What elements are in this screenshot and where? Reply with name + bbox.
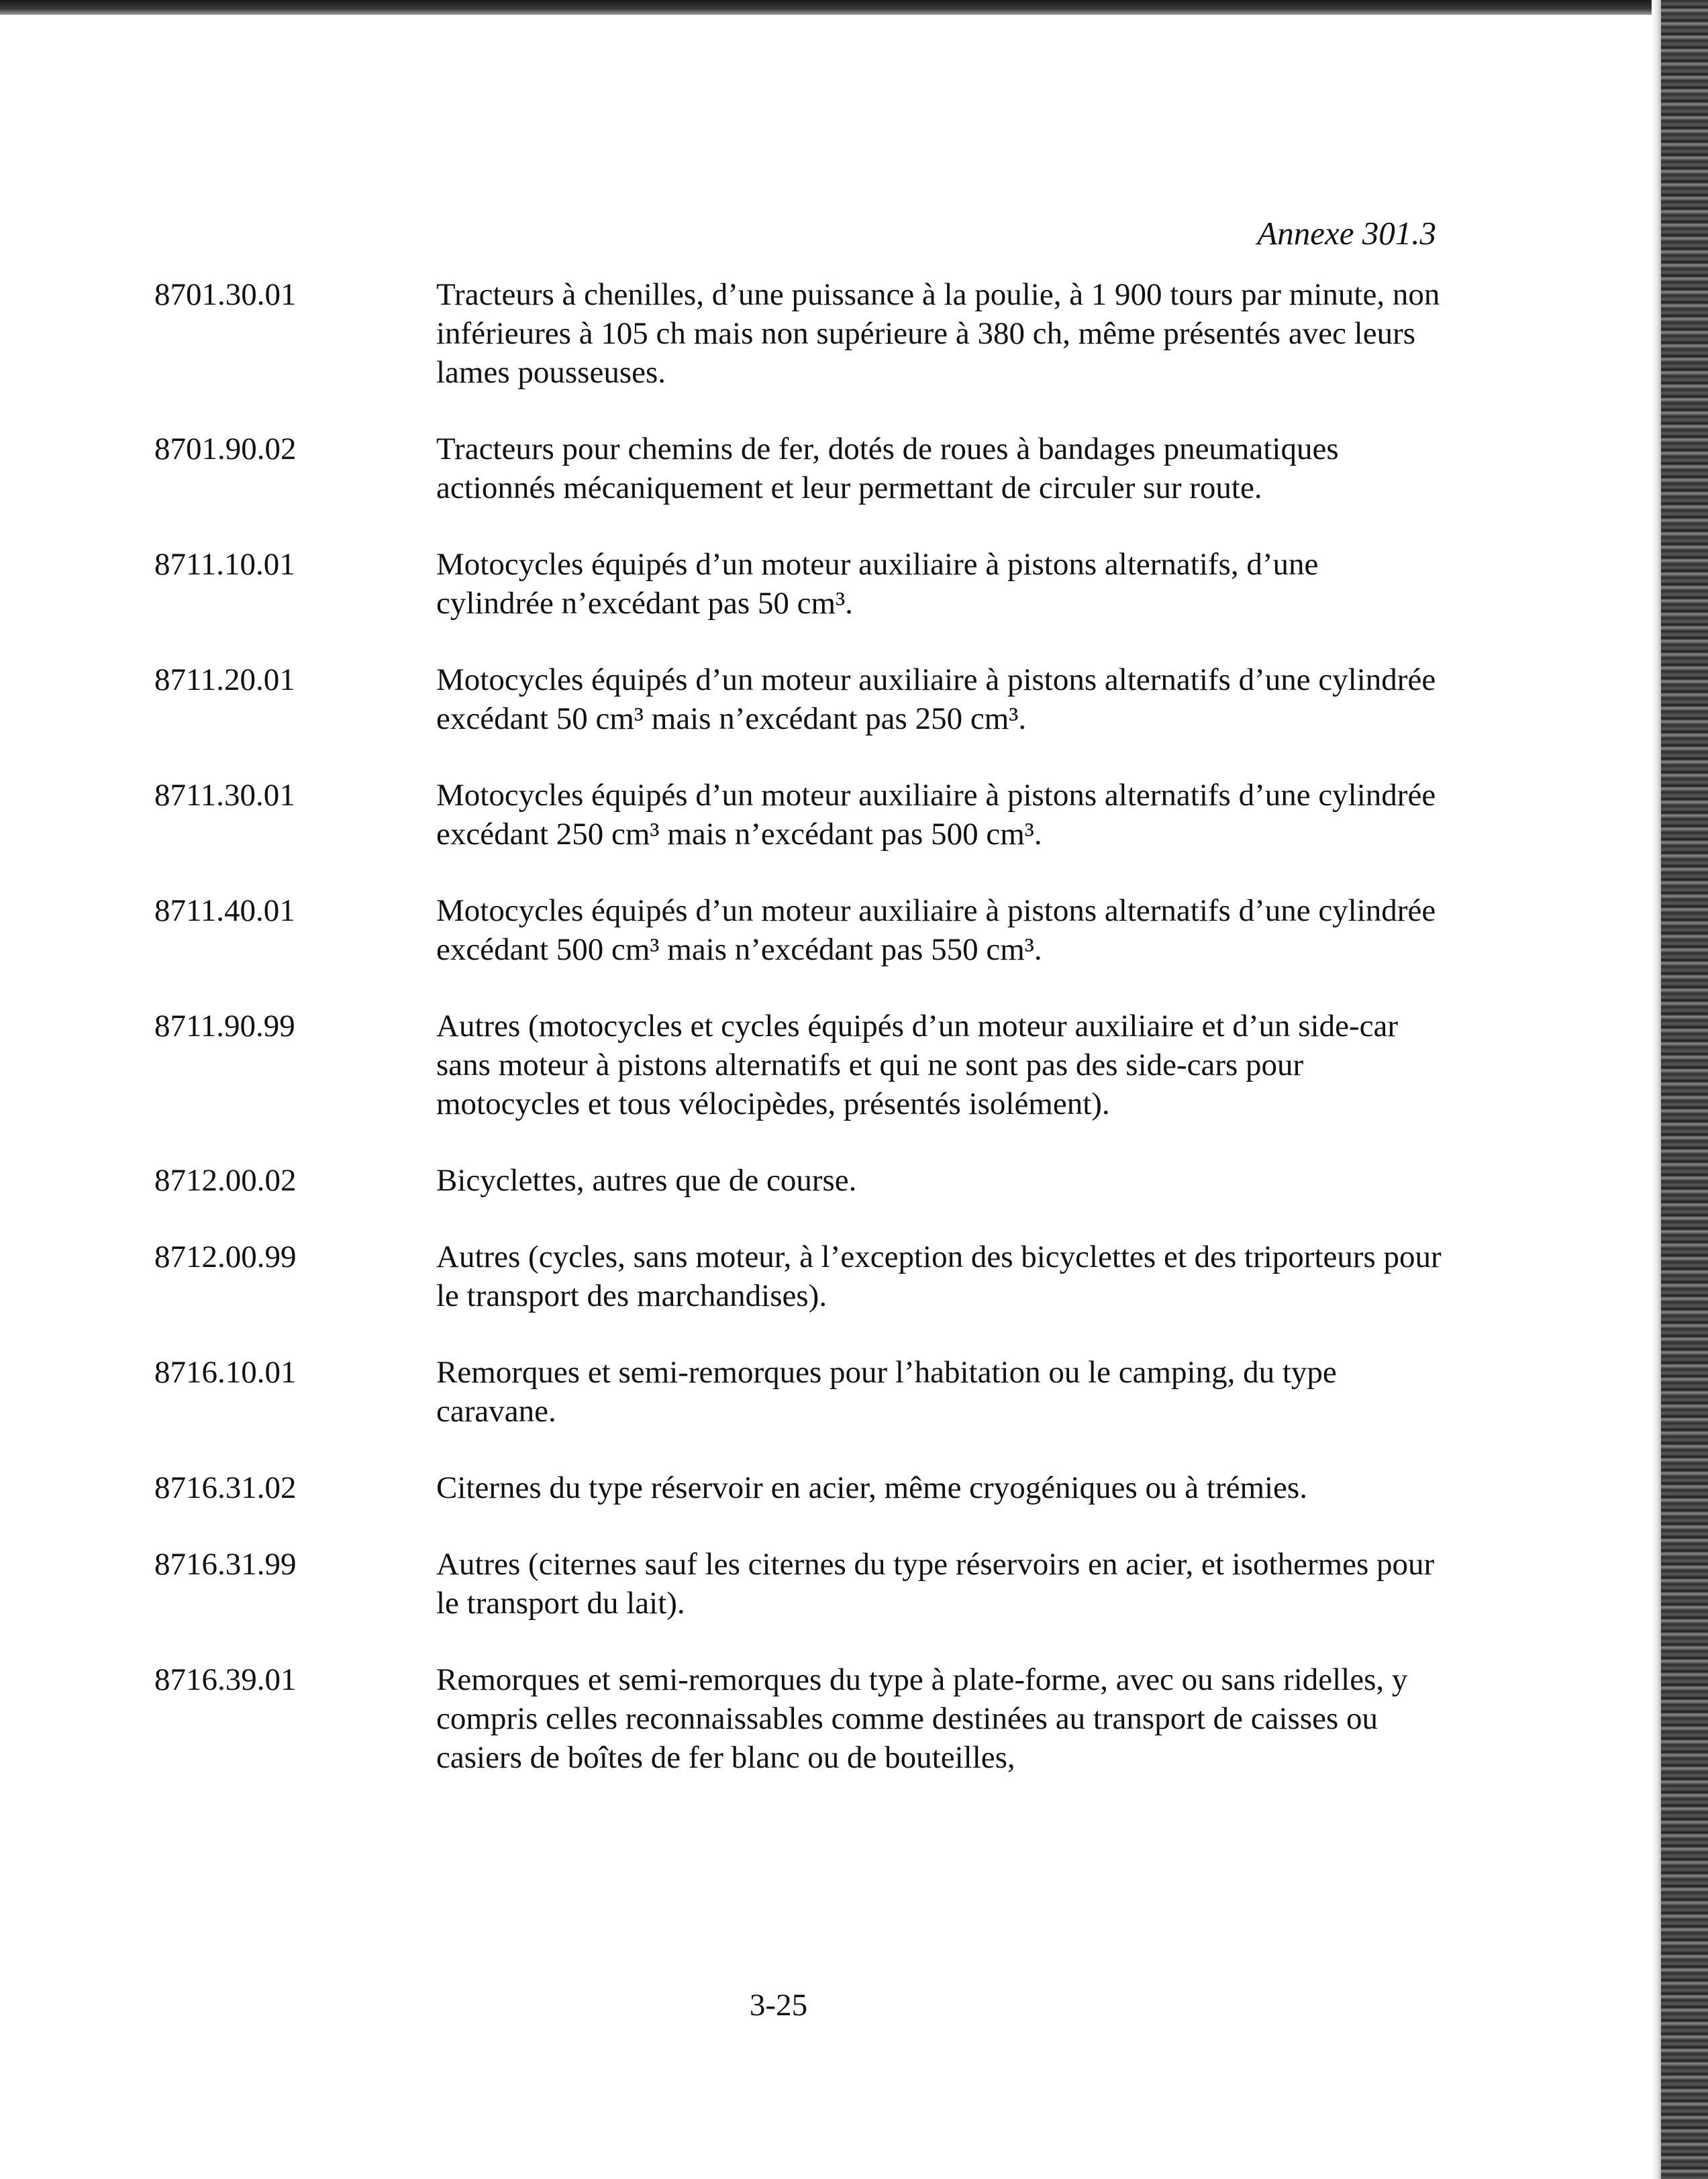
tariff-entry-list [154,275,1443,1815]
tariff-description: Remorques et semi-remorques pour l’habitation ou le camping, du type caravane. [436,1355,1337,1429]
tariff-description: Motocycles équipés d’un moteur auxiliaire à pistons alternatifs d’une cylindrée excédant 50 cm³ mais n’excédant pas 250 cm³. [436,662,1436,736]
tariff-description: Motocycles équipés d’un moteur auxiliaire à pistons alternatifs d’une cylindrée excédant 250 cm³ mais n’excédant pas 500 cm³. [436,778,1436,852]
tariff-code: 8711.10.01 [154,547,295,582]
tariff-code: 8701.30.01 [154,277,297,312]
tariff-description: Remorques et semi-remorques du type à plate-forme, avec ou sans ridelles, y compris celles reconnaissables comme destinées au transport de caisses ou casiers de boîtes de fer blanc ou de bouteilles, [436,1662,1408,1775]
tariff-entry [154,1237,1443,1315]
tariff-code: 8711.30.01 [154,778,295,813]
scan-top-border [0,0,1708,15]
tariff-description: Autres (citernes sauf les citernes du type réservoirs en acier, et isothermes pour le transport du lait). [436,1547,1435,1621]
tariff-entry [154,1468,1443,1507]
tariff-description: Tracteurs à chenilles, d’une puissance à la poulie, à 1 900 tours par minute, non inférieures à 105 ch mais non supérieure à 380 ch, même présentés avec leurs lames pousseuses. [436,277,1440,390]
tariff-entry [154,429,1443,507]
tariff-entry [154,1660,1443,1777]
tariff-code: 8711.20.01 [154,662,295,697]
tariff-description: Bicyclettes, autres que de course. [436,1163,857,1198]
tariff-entry [154,1007,1443,1123]
tariff-description: Motocycles équipés d’un moteur auxiliaire à pistons alternatifs d’une cylindrée excédant 500 cm³ mais n’excédant pas 550 cm³. [436,893,1436,967]
tariff-code: 8716.31.02 [154,1470,297,1505]
tariff-code: 8711.90.99 [154,1009,295,1044]
tariff-description: Autres (cycles, sans moteur, à l’exception des bicyclettes et des triporteurs pour le transport des marchandises). [436,1239,1442,1313]
tariff-entry [154,545,1443,623]
tariff-description: Tracteurs pour chemins de fer, dotés de roues à bandages pneumatiques actionnés mécaniquement et leur permettant de circuler sur route. [436,432,1339,505]
tariff-entry [154,776,1443,854]
scan-right-border [1661,0,1708,2179]
scan-page-edge-shadow [1652,0,1661,2179]
tariff-description: Citernes du type réservoir en acier, même cryogéniques ou à trémies. [436,1470,1307,1505]
tariff-entry [154,275,1443,392]
tariff-code: 8712.00.99 [154,1239,297,1274]
tariff-description: Autres (motocycles et cycles équipés d’un moteur auxiliaire et d’un side-car sans moteur à pistons alternatifs et qui ne sont pas des side-cars pour motocycles et tous vélocipèdes, présentés isolément). [436,1009,1398,1121]
tariff-code: 8716.10.01 [154,1355,297,1390]
tariff-code: 8712.00.02 [154,1163,297,1198]
annex-heading: Annexe 301.3 [1257,215,1436,252]
tariff-code: 8711.40.01 [154,893,295,928]
tariff-code: 8701.90.02 [154,432,297,466]
tariff-entry [154,660,1443,738]
tariff-description: Motocycles équipés d’un moteur auxiliaire à pistons alternatifs, d’une cylindrée n’excédant pas 50 cm³. [436,547,1319,621]
page-number: 3-25 [749,1988,808,2023]
tariff-entry [154,1353,1443,1431]
tariff-entry [154,891,1443,969]
tariff-code: 8716.31.99 [154,1547,297,1582]
tariff-code: 8716.39.01 [154,1662,297,1697]
tariff-entry [154,1545,1443,1623]
tariff-entry [154,1161,1443,1200]
